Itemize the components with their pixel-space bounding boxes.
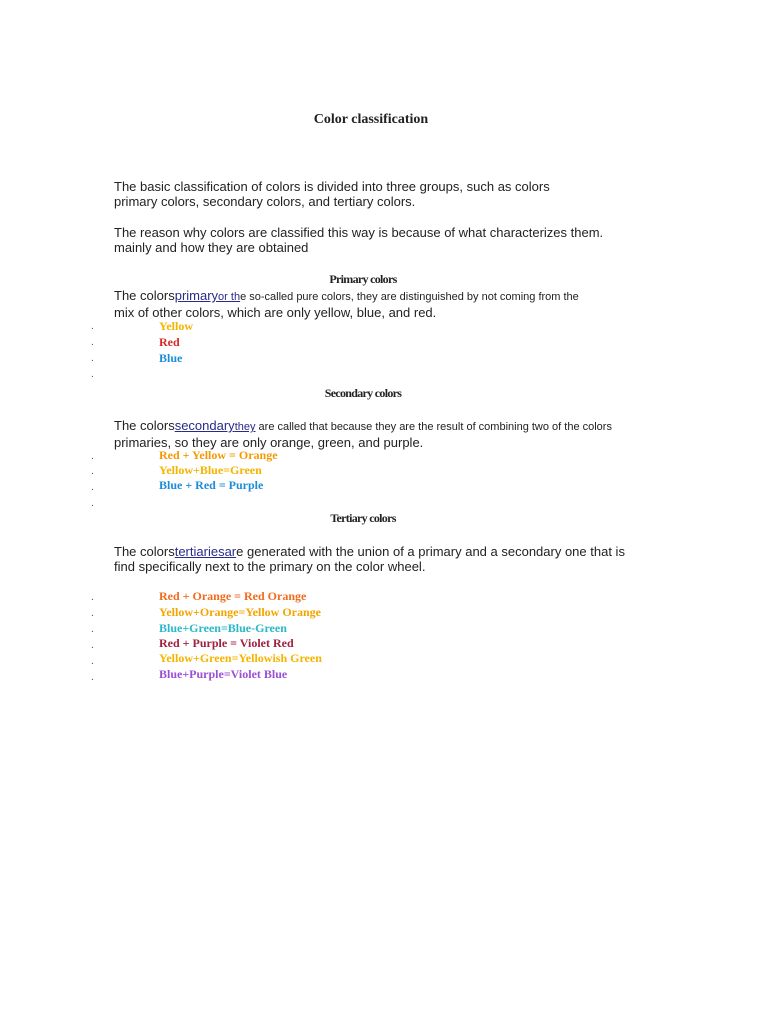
- bullet-dot: .: [91, 656, 94, 667]
- intro-paragraph: [114, 179, 644, 209]
- tertiary-link-c[interactable]: ar: [224, 544, 237, 559]
- primary-item-blue: Blue: [159, 351, 183, 365]
- secondary-rest: are called that because they are the result of combining two of the colors: [255, 421, 612, 433]
- bullet-dot: .: [91, 624, 94, 635]
- tertiary-rest: e generated with the union of a primary and a secondary one that is: [236, 544, 625, 559]
- bullet-dot: .: [91, 672, 94, 683]
- secondary-link-a[interactable]: s: [174, 418, 182, 433]
- tertiary-item-yellow-orange: Yellow+Orange=Yellow Orange: [159, 605, 321, 619]
- secondary-item-orange: Red + Yellow = Orange: [159, 448, 278, 462]
- bullet-dot: .: [91, 466, 94, 477]
- intro-line-1: The basic classification of colors is divided into three groups, such as colors: [114, 179, 550, 194]
- primary-link-b[interactable]: rimary: [181, 288, 219, 303]
- bullet-dot: .: [91, 640, 94, 651]
- reason-line-1: The reason why colors are classified this way is because of what characterizes them.: [114, 225, 604, 240]
- secondary-item-green: Yellow+Blue=Green: [159, 463, 262, 477]
- primary-lead: The colors: [114, 288, 175, 303]
- primary-paragraph: [114, 288, 654, 320]
- bullet-dot: .: [91, 482, 94, 493]
- primary-rest: e so-called pure colors, they are distinguished by not coming from the: [240, 291, 579, 303]
- secondary-heading: Secondary colors: [324, 386, 402, 400]
- tertiary-item-red-orange: Red + Orange = Red Orange: [159, 589, 307, 603]
- tertiary-line-1: [114, 544, 654, 559]
- primary-line-1: [114, 288, 654, 305]
- primary-item-red: Red: [159, 335, 180, 349]
- bullet-dot: .: [91, 451, 94, 462]
- tertiary-paragraph: [114, 544, 654, 574]
- page-title: Color classification: [313, 112, 429, 127]
- intro-line-2: primary colors, secondary colors, and tertiary colors.: [114, 194, 416, 209]
- primary-line-2: mix of other colors, which are only yellow, blue, and red.: [114, 305, 437, 320]
- tertiary-item-violet-blue: Blue+Purple=Violet Blue: [159, 667, 288, 681]
- bullet-dot: .: [91, 321, 94, 332]
- tertiary-lead: The colors: [114, 544, 175, 559]
- secondary-link-c[interactable]: they: [234, 421, 256, 433]
- bullet-dot: .: [91, 608, 94, 619]
- secondary-link-b[interactable]: econdary: [181, 418, 235, 433]
- bullet-dot: .: [91, 592, 94, 603]
- tertiary-link-b[interactable]: ertiaries: [178, 544, 225, 559]
- tertiary-item-violet-red: Red + Purple = Violet Red: [159, 636, 294, 650]
- primary-heading: Primary colors: [329, 272, 397, 286]
- secondary-paragraph: [114, 418, 654, 450]
- secondary-line-1: [114, 418, 654, 435]
- bullet-dot: .: [91, 498, 94, 509]
- tertiary-link-a[interactable]: t: [174, 544, 179, 559]
- secondary-item-purple: Blue + Red = Purple: [159, 478, 264, 492]
- secondary-line-2: primaries, so they are only orange, green, and purple.: [114, 435, 424, 450]
- reason-line-2: mainly and how they are obtained: [114, 240, 309, 255]
- tertiary-item-yellowish-green: Yellow+Green=Yellowish Green: [159, 651, 322, 665]
- tertiary-heading: Tertiary colors: [330, 511, 396, 525]
- bullet-dot: .: [91, 337, 94, 348]
- primary-link-c[interactable]: or th: [218, 291, 241, 303]
- reason-paragraph: [114, 225, 654, 255]
- tertiary-line-2: find specifically next to the primary on the color wheel.: [114, 559, 426, 574]
- bullet-dot: .: [91, 369, 94, 380]
- secondary-lead: The colors: [114, 418, 175, 433]
- tertiary-item-blue-green: Blue+Green=Blue-Green: [159, 621, 287, 635]
- primary-item-yellow: Yellow: [159, 319, 193, 333]
- primary-link-a[interactable]: p: [174, 288, 182, 303]
- bullet-dot: .: [91, 353, 94, 364]
